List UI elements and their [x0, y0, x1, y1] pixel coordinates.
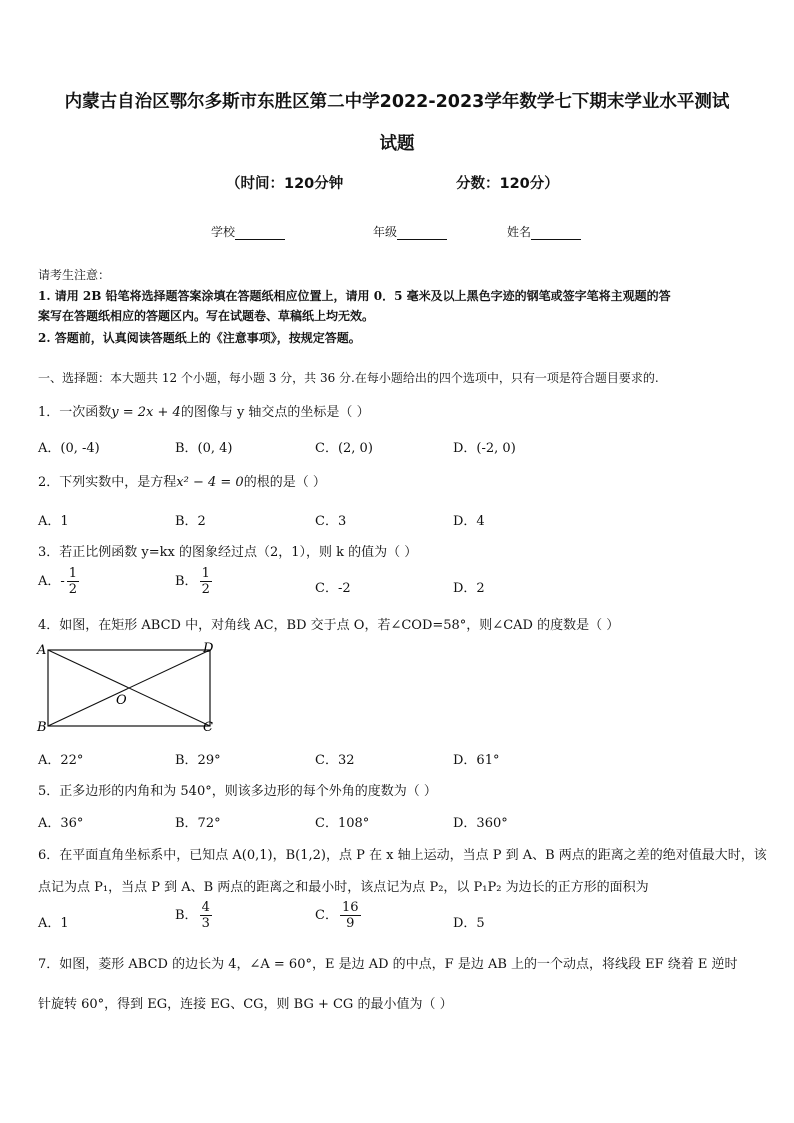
- q6-c-numerator: 16: [341, 900, 359, 915]
- question-7-line2: 针旋转 60°，得到 EG，连接 EG、CG，则 BG + CG 的最小值为（ ）: [38, 997, 453, 1012]
- q3-a-prefix: A．-: [38, 574, 65, 589]
- q6-b-denominator: 3: [201, 916, 210, 931]
- q6-b-prefix: B．: [175, 908, 198, 923]
- q3-a-fraction: [67, 566, 79, 597]
- q6-c-prefix: C．: [315, 908, 338, 923]
- q3-b-numerator: 1: [201, 566, 210, 581]
- q6-b-fraction: [200, 900, 212, 931]
- section-heading: 一、选择题：本大题共 12 个小题，每小题 3 分，共 36 分.在每小题给出的四个选项中，只有一项是符合题目要求的.: [38, 371, 659, 385]
- label-a: A: [37, 643, 47, 658]
- label-o: O: [116, 693, 127, 708]
- school-field: [211, 223, 285, 240]
- q3-b-denominator: 2: [201, 582, 210, 597]
- q6-c-denominator: 9: [346, 916, 355, 931]
- q1-option-c: C．(2, 0): [315, 441, 373, 456]
- q2-post: 的根的是（ ）: [243, 475, 326, 490]
- q6-option-c: [315, 900, 361, 931]
- q1-option-a: A．(0, -4): [38, 441, 100, 456]
- q2-option-c: C．3: [315, 514, 347, 529]
- q2-pre: 2．下列实数中，是方程: [38, 475, 177, 490]
- q5-option-a: A．36°: [38, 816, 84, 831]
- q3-option-b: [175, 566, 212, 597]
- q2-option-a: A．1: [38, 514, 69, 529]
- page-title-line1: 内蒙古自治区鄂尔多斯市东胜区第二中学2022-2023学年数学七下期末学业水平测试: [64, 92, 730, 112]
- question-6-line2: 点记为点 P₁，当点 P 到 A、B 两点的距离之和最小时，该点记为点 P₂，以 P₁P₂ 为边长的正方形的面积为: [38, 880, 649, 895]
- q3-option-a: [38, 566, 79, 597]
- q3-option-c: C．-2: [315, 581, 351, 596]
- q5-option-c: C．108°: [315, 816, 370, 831]
- page-title-line2: 试题: [379, 134, 415, 154]
- question-5: 5．正多边形的内角和为 540°，则该多边形的每个外角的度数为（ ）: [38, 784, 437, 799]
- question-6-line1: 6．在平面直角坐标系中，已知点 A(0,1)，B(1,2)，点 P 在 x 轴上运动，当点 P 到 A、B 两点的距离之差的绝对值最大时，该: [38, 848, 767, 863]
- q2-expression: x² − 4 = 0: [176, 475, 244, 490]
- grade-label: 年级: [373, 225, 398, 239]
- label-d: D: [203, 641, 214, 656]
- q6-c-fraction: [340, 900, 361, 931]
- question-1: [38, 401, 370, 420]
- grade-field: [373, 223, 447, 240]
- time-info: （时间：120分钟: [226, 176, 344, 192]
- name-field: [507, 223, 581, 240]
- q3-b-prefix: B．: [175, 574, 198, 589]
- question-4: 4．如图，在矩形 ABCD 中，对角线 AC，BD 交于点 O，若∠COD=58°，则∠CAD 的度数是（ ）: [38, 618, 620, 633]
- grade-blank: [397, 227, 447, 240]
- q6-option-d: D．5: [453, 916, 485, 931]
- q6-option-a: A．1: [38, 916, 69, 931]
- name-label: 姓名: [507, 225, 532, 239]
- q1-post: 的图像与 y 轴交点的坐标是（ ）: [180, 405, 370, 420]
- label-c: C: [203, 720, 213, 735]
- q3-a-denominator: 2: [68, 582, 78, 597]
- q3-a-numerator: 1: [68, 566, 78, 581]
- q4-option-b: B．29°: [175, 753, 221, 768]
- q3-b-fraction: [200, 566, 212, 597]
- notice-line2: 案写在答题纸相应的答题区内。写在试题卷、草稿纸上均无效。: [38, 309, 375, 323]
- q6-option-b: [175, 900, 212, 931]
- q1-pre: 1．一次函数: [38, 405, 112, 420]
- q4-option-a: A．22°: [38, 753, 84, 768]
- name-blank: [531, 227, 581, 240]
- q4-option-d: D．61°: [453, 753, 500, 768]
- q1-option-d: D．(-2, 0): [453, 441, 516, 456]
- q2-option-b: B．2: [175, 514, 206, 529]
- q5-option-b: B．72°: [175, 816, 221, 831]
- question-3: 3．若正比例函数 y=kx 的图象经过点（2，1），则 k 的值为（ ）: [38, 545, 418, 560]
- score-info: 分数：120分）: [456, 176, 559, 192]
- notice-line3: 2. 答题前，认真阅读答题纸上的《注意事项》，按规定答题。: [38, 331, 361, 345]
- question-7-line1: 7．如图，菱形 ABCD 的边长为 4，∠A = 60°，E 是边 AD 的中点，F 是边 AB 上的一个动点，将线段 EF 绕着 E 逆时: [38, 957, 738, 972]
- q1-expression: y = 2x + 4: [111, 405, 181, 420]
- q3-option-d: D．2: [453, 581, 485, 596]
- notice-head: 请考生注意：: [38, 268, 111, 282]
- q2-option-d: D．4: [453, 514, 485, 529]
- q6-b-numerator: 4: [201, 900, 210, 915]
- school-blank: [235, 227, 285, 240]
- label-b: B: [37, 720, 47, 735]
- notice-line1: 1. 请用 2B 铅笔将选择题答案涂填在答题纸相应位置上，请用 0．5 毫米及以上黑色字迹的钢笔或签字笔将主观题的答: [38, 289, 671, 303]
- rectangle-figure: [34, 640, 224, 738]
- school-label: 学校: [211, 225, 236, 239]
- q5-option-d: D．360°: [453, 816, 508, 831]
- q4-option-c: C．32: [315, 753, 355, 768]
- q1-option-b: B．(0, 4): [175, 441, 233, 456]
- question-2: [38, 471, 326, 490]
